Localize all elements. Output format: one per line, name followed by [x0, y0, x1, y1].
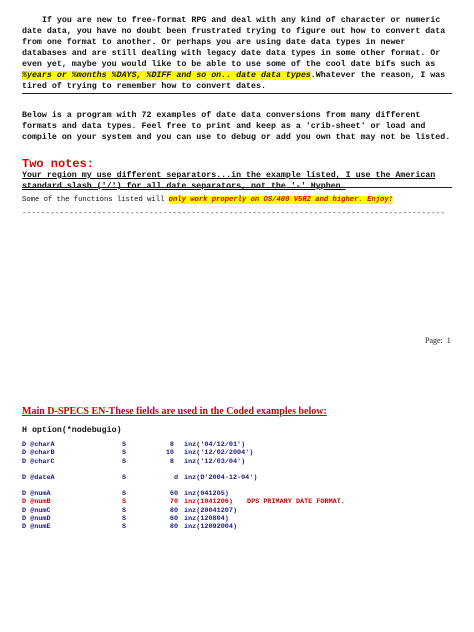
- notes-text: Your region my use different separators...in the example listed, I use the American standard slash ('/') for all date separators, not the '-' Hyphen.: [22, 171, 436, 191]
- spec-field-name: D @numB: [22, 498, 51, 507]
- page-value: 1: [446, 336, 451, 345]
- spec-length: 6: [169, 515, 174, 524]
- spec-type: S: [122, 457, 127, 466]
- spec-init: inz(20041207): [184, 506, 238, 515]
- main-dspecs-heading: Main D-SPECS EN-These fields are used in the Coded examples below:: [22, 406, 327, 417]
- spec-type: S: [122, 515, 127, 524]
- spec-init: inz(041205): [184, 490, 229, 499]
- spec-init: inz(12092004): [184, 523, 238, 532]
- h-option-line: H option(*nodebugio): [22, 426, 122, 435]
- spec-length: 8: [169, 441, 174, 449]
- spec-decimals: 0: [174, 498, 179, 507]
- intro-highlight: %years or %months %DAYS, %DIFF and so on.. date data types: [22, 71, 311, 80]
- intro-paragraph: [22, 15, 452, 92]
- page-label: Page:: [425, 336, 443, 345]
- spec-length: 6: [169, 490, 174, 499]
- page-number: [425, 336, 451, 345]
- spec-length: 8: [169, 457, 174, 466]
- spec-length: 10: [165, 449, 174, 458]
- spec-length: 7: [169, 498, 174, 507]
- spec-field-name: D @charC: [22, 457, 55, 466]
- spec-type: S: [122, 523, 127, 532]
- spec-field-name: D @numC: [22, 506, 51, 515]
- compatibility-text: Some of the functions listed will: [22, 196, 169, 204]
- intro-text-end: .Whatever the reason, I was tired of trying to remember how to convert dates.: [22, 71, 446, 91]
- spec-field-name: D @numD: [22, 515, 51, 524]
- program-paragraph: Below is a program with 72 examples of date data conversions from many different formats and data types. Feel free to print and keep as a 'crib-sheet' or load and compile on your system and you can use to debug or add you own that may not be listed.: [22, 111, 451, 142]
- spec-init: inz(D'2004-12-04'): [184, 473, 258, 482]
- spec-init: inz(1041206): [184, 498, 233, 507]
- spec-type: S: [122, 498, 127, 507]
- spec-type: S: [122, 449, 127, 458]
- spec-init: inz('12/02/2004'): [184, 449, 254, 458]
- spec-decimals: 0: [174, 523, 179, 532]
- spec-decimals: 0: [174, 506, 179, 515]
- dashed-separator: ------------------------------------------------------------------------------------------: [22, 210, 446, 218]
- spec-init: inz('04/12/01'): [184, 441, 246, 449]
- spec-decimals: 0: [174, 515, 179, 524]
- spec-type: S: [122, 506, 127, 515]
- divider-line: [22, 93, 452, 94]
- spec-field-name: D @charA: [22, 441, 55, 449]
- intro-text: If you are new to free-format RPG and deal with any kind of character or numeric date data, you have no doubt been frustrated trying to figure out how to convert data from one format to another. Or perhaps you are using date data types in newer databases and are still dealing with legacy date data types in some other format. Or even yet, maybe you would like to be able to use some of the cool date bifs such as: [22, 16, 446, 69]
- spec-decimals: d: [174, 473, 179, 482]
- spec-decimals: 0: [174, 490, 179, 499]
- compatibility-highlight: only work properly on OS/400 V5R2 and higher. Enjoy!: [168, 196, 393, 204]
- spec-type: S: [122, 473, 127, 482]
- notes-divider: [22, 187, 452, 188]
- spec-length: 8: [169, 523, 174, 532]
- compatibility-note: [22, 196, 393, 204]
- spec-field-name: D @charB: [22, 449, 55, 458]
- spec-type: S: [122, 441, 127, 449]
- spec-field-name: D @numE: [22, 523, 51, 532]
- spec-field-name: D @dateA: [22, 473, 55, 482]
- notes-title: Two notes:: [22, 157, 95, 171]
- spec-type: S: [122, 490, 127, 499]
- spec-init: inz('12/03/04'): [184, 457, 246, 466]
- spec-length: 8: [169, 506, 174, 515]
- spec-note: DPS PRIMARY DATE FORMAT.: [247, 498, 345, 507]
- spec-field-name: D @numA: [22, 490, 51, 499]
- spec-init: inz(120804): [184, 515, 229, 524]
